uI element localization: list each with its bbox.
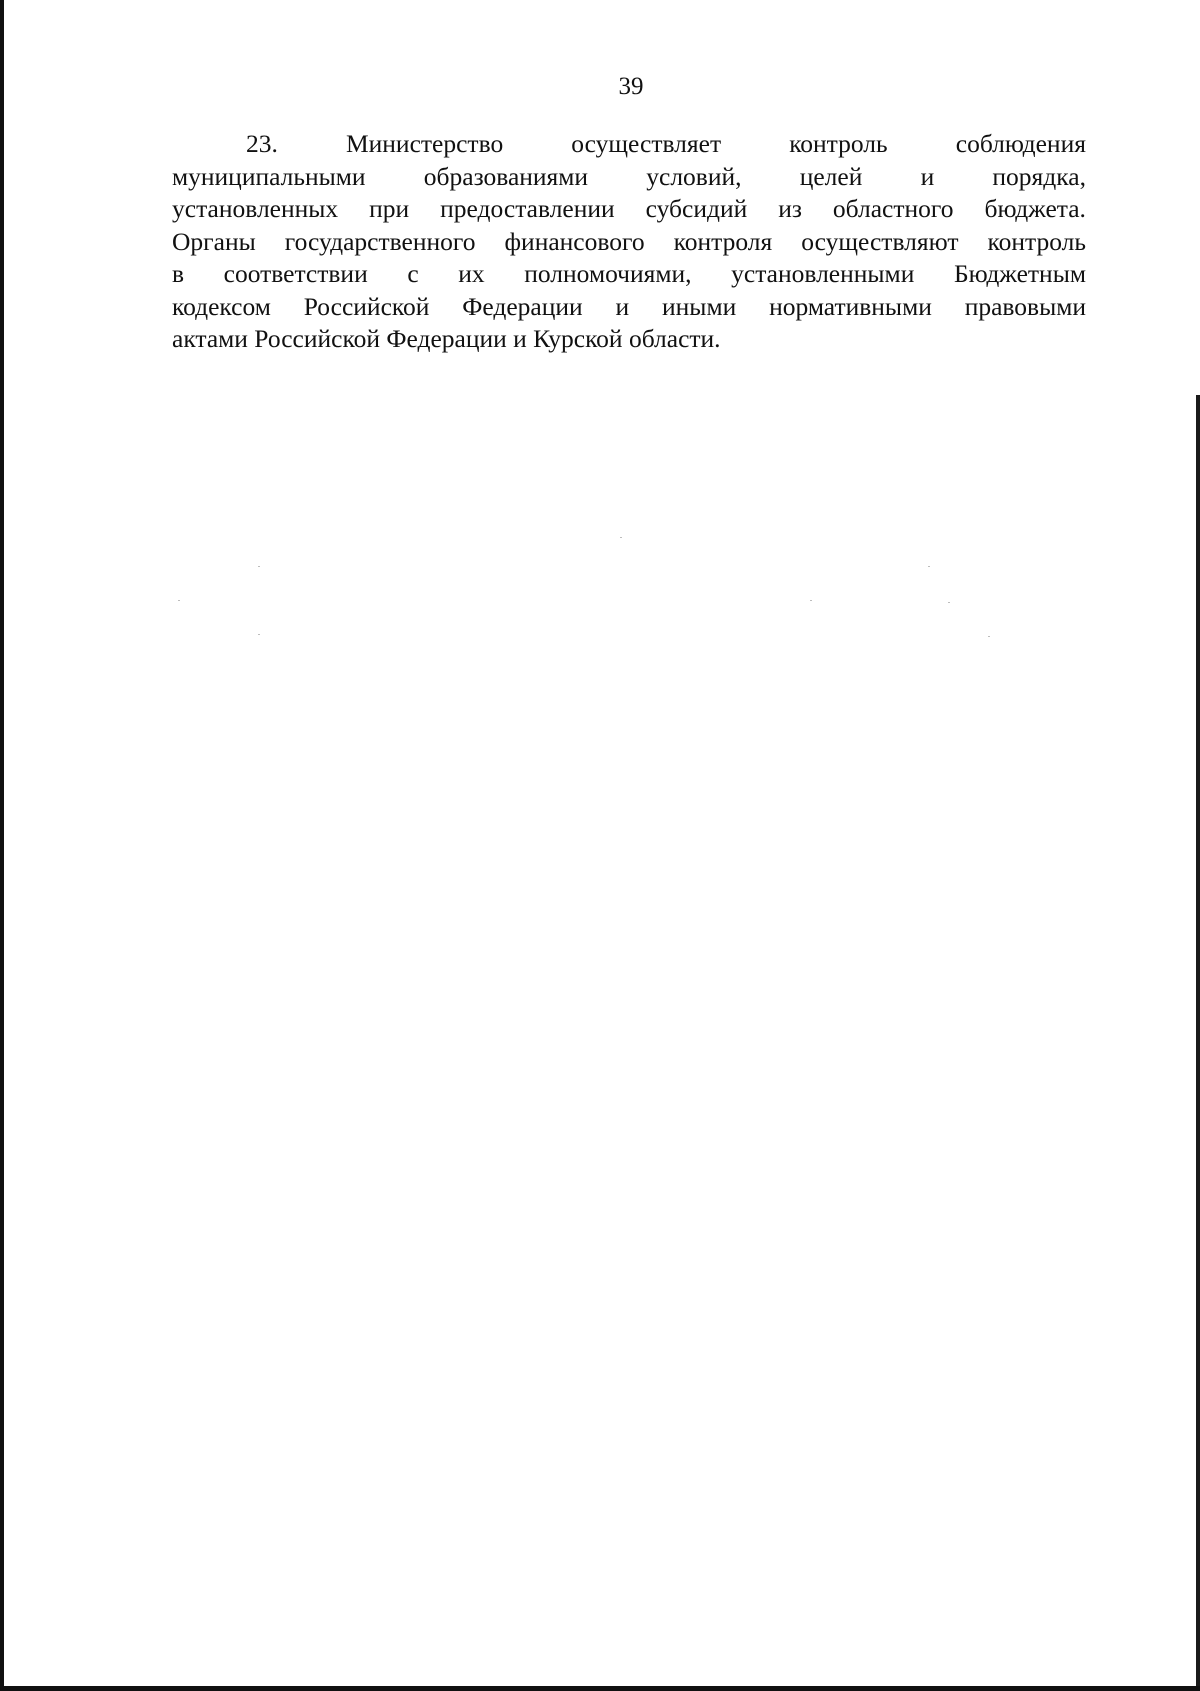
- word: контроль: [789, 129, 888, 158]
- word: муниципальными: [172, 161, 366, 191]
- scan-speck: [988, 636, 990, 637]
- scan-speck: [620, 537, 622, 538]
- word: установленными: [731, 259, 915, 288]
- scan-speck: [258, 634, 260, 635]
- word: образованиями: [423, 161, 589, 191]
- scan-speck: [258, 566, 260, 567]
- word: порядка,: [992, 161, 1086, 191]
- word: соблюдения: [955, 129, 1086, 158]
- word: Органы: [172, 226, 256, 256]
- paragraph-line: [172, 161, 1086, 194]
- word: Российской: [303, 291, 430, 321]
- word: условий,: [646, 161, 742, 191]
- word: кодексом: [172, 291, 271, 321]
- word: Министерство: [345, 129, 504, 158]
- scan-speck: [928, 566, 930, 567]
- word: областного: [832, 194, 954, 223]
- word: контроля: [673, 226, 773, 256]
- word: из: [778, 194, 802, 223]
- word: соответствии: [223, 259, 368, 288]
- word: финансового: [504, 226, 645, 256]
- page-number: 39: [618, 73, 644, 100]
- paragraph-line: [172, 193, 1086, 226]
- paragraph-23: [172, 128, 1086, 356]
- word: с: [407, 259, 419, 288]
- word: при: [369, 194, 410, 223]
- paragraph-line: [172, 258, 1086, 291]
- word: и: [615, 291, 630, 321]
- word: осуществляет: [571, 129, 722, 158]
- word: осуществляют: [801, 226, 959, 256]
- word: бюджета.: [984, 194, 1086, 223]
- word: контроль: [987, 226, 1086, 256]
- scan-border-left: [0, 0, 4, 1691]
- word: иными: [662, 291, 737, 321]
- paragraph-line: [172, 226, 1086, 259]
- word: нормативными: [769, 291, 932, 321]
- paragraph-line: [172, 323, 1086, 356]
- word: и: [920, 161, 935, 191]
- paragraph-line: [172, 291, 1086, 324]
- scan-speck: [810, 600, 812, 601]
- word: государственного: [284, 226, 476, 256]
- scan-border-bottom: [0, 1686, 1200, 1691]
- word: Бюджетным: [953, 259, 1086, 288]
- paragraph-line: [172, 128, 1086, 161]
- word: целей: [799, 161, 863, 191]
- word: в: [172, 259, 185, 288]
- word: Федерации: [462, 291, 583, 321]
- word: правовыми: [964, 291, 1086, 321]
- word: их: [458, 259, 485, 288]
- word: актами Российской Федерации и Курской области.: [172, 324, 721, 353]
- word: 23.: [246, 129, 278, 158]
- scan-speck: [948, 602, 950, 603]
- word: установленных: [172, 194, 339, 223]
- word: полномочиями,: [524, 259, 692, 288]
- scan-speck: [178, 600, 180, 601]
- scan-border-right: [1196, 395, 1200, 1691]
- word: предоставлении: [440, 194, 615, 223]
- word: субсидий: [645, 194, 748, 223]
